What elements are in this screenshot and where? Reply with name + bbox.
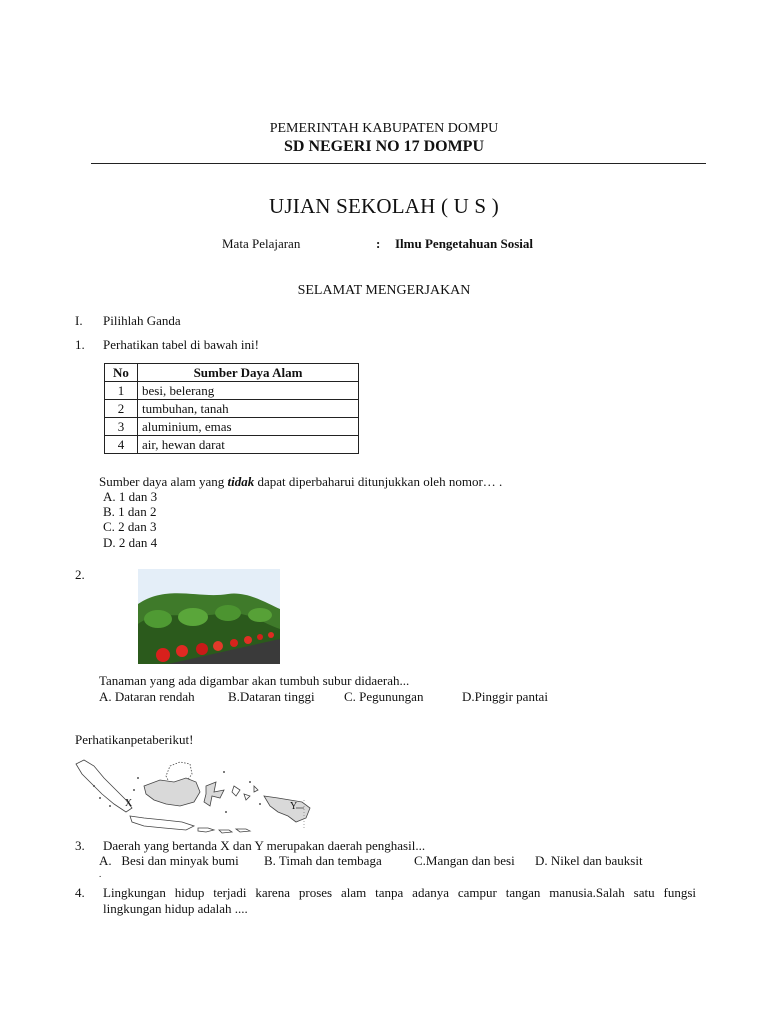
table-row bbox=[105, 418, 359, 436]
table-cell-resource: aluminium, emas bbox=[138, 418, 359, 436]
q1-option-c[interactable] bbox=[103, 519, 156, 535]
table-cell-no: 4 bbox=[105, 436, 138, 454]
option-letter: A. bbox=[103, 489, 116, 504]
q3-options bbox=[0, 853, 768, 869]
q1-option-a[interactable] bbox=[103, 489, 157, 505]
subject-label: Mata Pelajaran bbox=[222, 236, 301, 251]
q2-question: Tanaman yang ada digambar akan tumbuh subur didaerah... bbox=[99, 673, 410, 688]
q2-option-b[interactable]: B.Dataran tinggi bbox=[228, 689, 315, 704]
table-cell-resource: besi, belerang bbox=[138, 382, 359, 400]
option-text: 2 dan 3 bbox=[118, 519, 157, 534]
government-heading: PEMERINTAH KABUPATEN DOMPU bbox=[269, 121, 499, 136]
strawberry-illustration bbox=[138, 569, 280, 664]
option-letter: B. bbox=[103, 504, 115, 519]
natural-resource-table bbox=[104, 363, 359, 454]
option-text: 1 dan 2 bbox=[118, 504, 157, 519]
indonesia-map bbox=[74, 756, 314, 836]
q4-question-line1: Lingkungan hidup terjadi karena proses alam tanpa adanya campur tangan manusia.Salah satu fungsi bbox=[103, 885, 696, 900]
q1-prompt: Perhatikan tabel di bawah ini! bbox=[103, 337, 259, 352]
table-row bbox=[105, 400, 359, 418]
greeting: SELAMAT MENGERJAKAN bbox=[297, 283, 471, 298]
map-label-x: X bbox=[125, 798, 133, 809]
subject-colon: : bbox=[376, 236, 381, 251]
q1-option-b[interactable] bbox=[103, 504, 156, 520]
table-cell-no: 1 bbox=[105, 382, 138, 400]
school-heading: SD NEGERI NO 17 DOMPU bbox=[283, 138, 484, 155]
q2-number: 2. bbox=[75, 567, 85, 582]
table-row bbox=[105, 436, 359, 454]
q2-option-c[interactable]: C. Pegunungan bbox=[344, 689, 424, 704]
map-intro: Perhatikanpetaberikut! bbox=[75, 732, 194, 747]
q3-option-a[interactable]: A. Besi dan minyak bumi bbox=[99, 853, 239, 868]
option-letter: C. bbox=[103, 519, 115, 534]
table-cell-no: 3 bbox=[105, 418, 138, 436]
table-header-resource: Sumber Daya Alam bbox=[138, 364, 359, 382]
exam-title: UJIAN SEKOLAH ( U S ) bbox=[269, 194, 499, 218]
q3-option-b[interactable]: B. Timah dan tembaga bbox=[264, 853, 382, 868]
q1-question-emphasis: tidak bbox=[227, 474, 255, 489]
q3-question: Daerah yang bertanda X dan Y merupakan daerah penghasil... bbox=[103, 838, 426, 853]
table-header-no: No bbox=[105, 364, 138, 382]
indonesia-map-illustration bbox=[74, 756, 314, 836]
q3-option-c[interactable]: C.Mangan dan besi bbox=[414, 853, 515, 868]
section-title: Pilihlah Ganda bbox=[103, 313, 181, 328]
q3-trailing-mark: . bbox=[99, 869, 102, 879]
subject-value: Ilmu Pengetahuan Sosial bbox=[395, 236, 533, 251]
q2-option-a[interactable]: A. Dataran rendah bbox=[99, 689, 195, 704]
strawberry-plant-photo bbox=[138, 569, 280, 664]
map-label-y: Y bbox=[290, 801, 298, 812]
q1-option-d[interactable] bbox=[103, 535, 157, 551]
table-cell-resource: air, hewan darat bbox=[138, 436, 359, 454]
q2-options bbox=[0, 689, 768, 705]
q1-number: 1. bbox=[75, 337, 85, 352]
table-row bbox=[105, 382, 359, 400]
q1-question-after: dapat diperbaharui ditunjukkan oleh nomor… . bbox=[254, 474, 503, 489]
q4-question-line2: lingkungan hidup adalah .... bbox=[103, 901, 248, 916]
table-cell-resource: tumbuhan, tanah bbox=[138, 400, 359, 418]
q4-number: 4. bbox=[75, 885, 85, 900]
table-cell-no: 2 bbox=[105, 400, 138, 418]
option-text: 2 dan 4 bbox=[118, 535, 158, 550]
q1-question-before: Sumber daya alam yang bbox=[99, 474, 228, 489]
section-number: I. bbox=[75, 313, 83, 328]
table-header-row bbox=[105, 364, 359, 382]
header-divider bbox=[91, 163, 706, 164]
q3-option-d[interactable]: D. Nikel dan bauksit bbox=[535, 853, 643, 868]
q3-number: 3. bbox=[75, 838, 85, 853]
option-text: 1 dan 3 bbox=[118, 489, 158, 504]
option-letter: D. bbox=[103, 535, 116, 550]
q2-option-d[interactable]: D.Pinggir pantai bbox=[462, 689, 548, 704]
q1-question bbox=[99, 474, 502, 490]
